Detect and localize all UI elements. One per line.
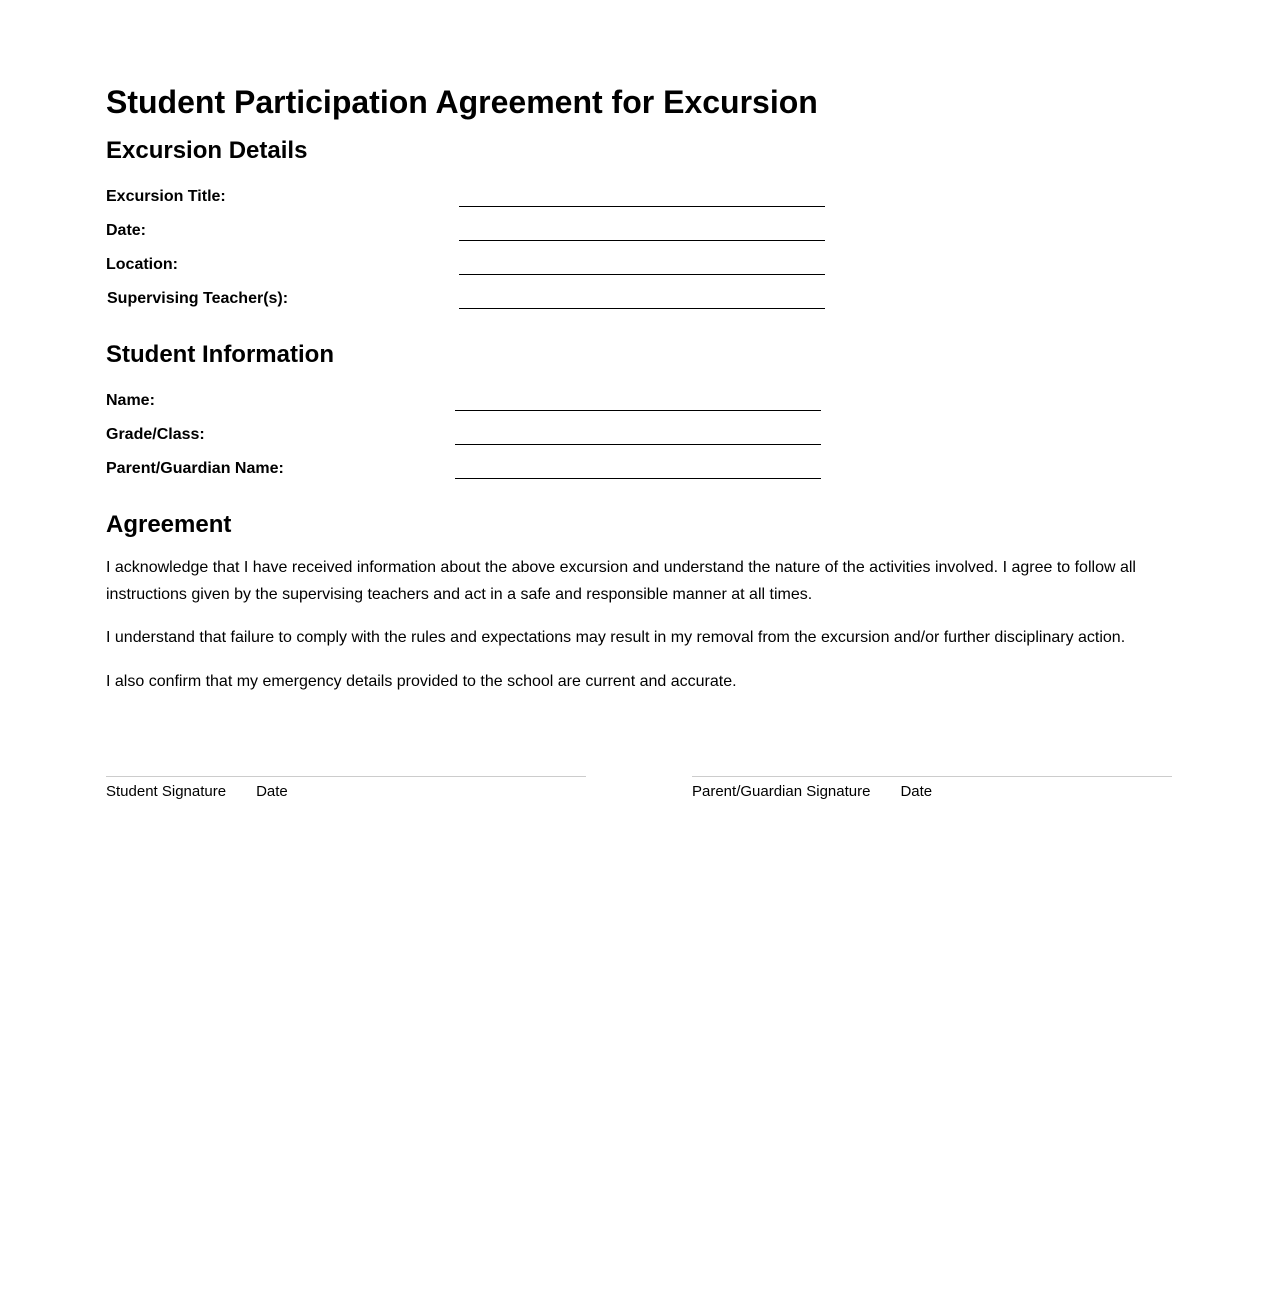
excursion-title-input-line[interactable] — [459, 187, 825, 207]
field-location — [106, 255, 826, 275]
section-heading-excursion-details: Excursion Details — [106, 137, 308, 164]
field-parent-guardian-name — [106, 459, 826, 479]
field-label: Name: — [106, 392, 155, 409]
field-name — [106, 391, 826, 411]
agreement-paragraph: I acknowledge that I have received information about the above excursion and understand the nature of the activities involved. I agree to follow all instructions given by the supervising teachers and act in a safe and responsible manner at all times. — [106, 559, 1136, 603]
field-supervising-teachers — [106, 289, 826, 309]
section-heading-agreement: Agreement — [106, 511, 232, 538]
field-label: Location: — [106, 256, 178, 273]
parent-signature-block[interactable] — [692, 776, 1172, 801]
parent-signature-label: Parent/Guardian Signature — [692, 783, 871, 800]
field-excursion-title — [106, 187, 826, 207]
student-date-label: Date — [256, 783, 288, 800]
supervising-teachers-input-line[interactable] — [459, 289, 825, 309]
agreement-paragraph: I also confirm that my emergency details provided to the school are current and accurate. — [106, 673, 737, 690]
student-signature-block[interactable] — [106, 776, 586, 801]
grade-class-input-line[interactable] — [455, 425, 821, 445]
field-label: Supervising Teacher(s): — [107, 290, 289, 307]
parent-date-label: Date — [900, 783, 933, 800]
field-label: Parent/Guardian Name: — [106, 460, 284, 477]
field-label: Excursion Title: — [106, 188, 226, 205]
date-input-line[interactable] — [459, 221, 825, 241]
name-input-line[interactable] — [455, 391, 821, 411]
location-input-line[interactable] — [459, 255, 825, 275]
field-date — [106, 221, 826, 241]
student-signature-label: Student Signature — [106, 783, 227, 800]
field-label: Grade/Class: — [106, 426, 205, 443]
field-label: Date: — [106, 222, 147, 239]
parent-guardian-name-input-line[interactable] — [455, 459, 821, 479]
agreement-paragraph: I understand that failure to comply with the rules and expectations may result in my removal from the excursion and/or further disciplinary action. — [106, 629, 1126, 646]
page-title: Student Participation Agreement for Excursion — [106, 84, 818, 120]
field-grade-class — [106, 425, 826, 445]
section-heading-student-information: Student Information — [106, 341, 334, 368]
